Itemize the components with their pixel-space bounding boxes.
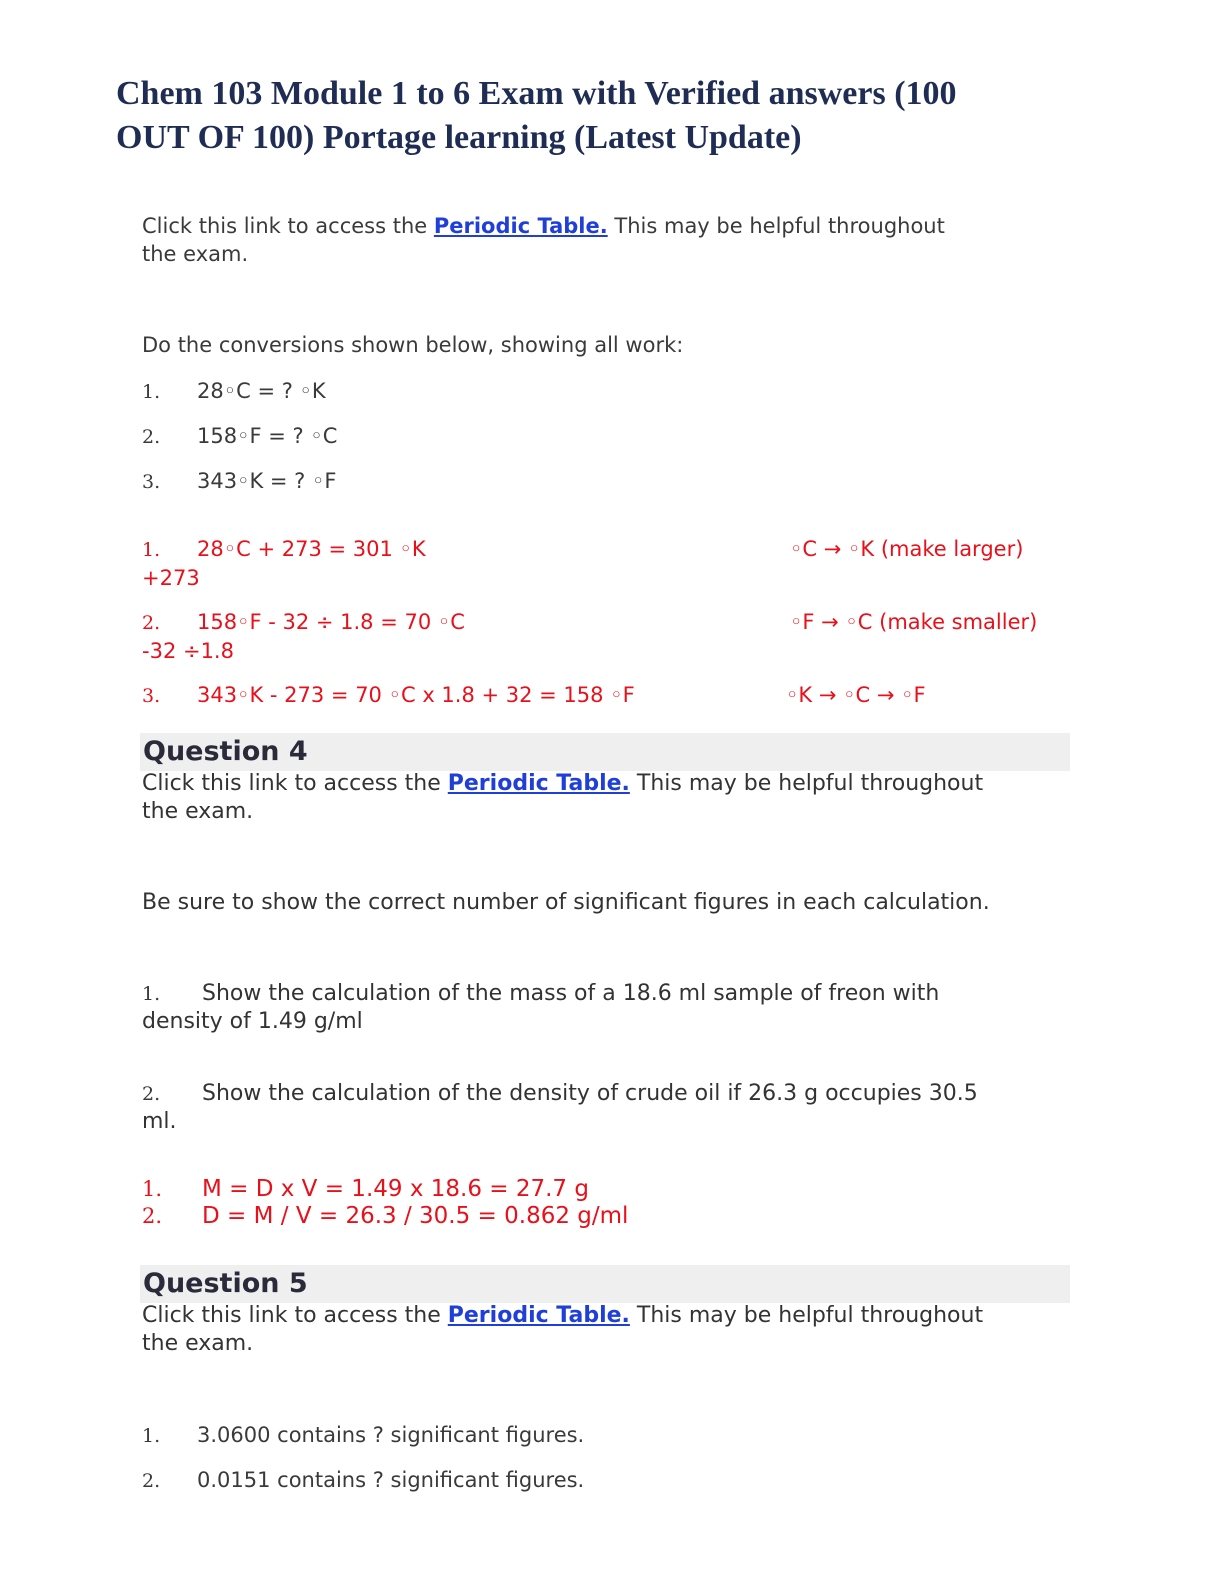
q5-intro-prefix: Click this link to access the (142, 1303, 448, 1328)
page-title-line1: Chem 103 Module 1 to 6 Exam with Verified answers (100 (116, 75, 957, 112)
question-number: 1. (142, 381, 161, 403)
answer-number: 2. (142, 1204, 163, 1228)
q4-item (142, 980, 939, 1036)
item-line2: density of 1.49 g/ml (142, 1009, 363, 1034)
conversions-instruction: Do the conversions shown below, showing all work: (142, 333, 684, 357)
periodic-intro (142, 212, 945, 268)
periodic-table-link[interactable]: Periodic Table. (447, 771, 630, 796)
answer-number: 3. (142, 685, 161, 707)
answer-text: D = M / V = 26.3 / 30.5 = 0.862 g/ml (202, 1203, 629, 1229)
conversion-answer (142, 535, 426, 592)
answer-note: ◦C → ◦K (make larger) (790, 537, 1024, 561)
answer-text: 28◦C + 273 = 301 ◦K (197, 537, 426, 561)
periodic-intro-prefix: Click this link to access the (142, 214, 434, 238)
answer-number: 2. (142, 612, 161, 634)
question-number: 3. (142, 471, 161, 493)
answer-text: M = D x V = 1.49 x 18.6 = 27.7 g (202, 1176, 589, 1202)
q4-intro-prefix: Click this link to access the (142, 771, 448, 796)
answer-number: 1. (142, 539, 161, 561)
q5-periodic-intro (142, 1302, 983, 1358)
q5-item (142, 1421, 584, 1450)
q4-instruction: Be sure to show the correct number of significant figures in each calculation. (142, 890, 990, 915)
question-text: 158◦F = ? ◦C (197, 424, 338, 448)
q4-periodic-intro (142, 770, 983, 826)
question-text: 343◦K = ? ◦F (197, 469, 337, 493)
item-line1: Show the calculation of the mass of a 18.6 ml sample of freon with (202, 981, 940, 1006)
periodic-table-link[interactable]: Periodic Table. (447, 1303, 630, 1328)
item-number: 2. (142, 1470, 161, 1492)
q4-item (142, 1080, 978, 1136)
periodic-intro-line2: the exam. (142, 242, 249, 266)
q4-answer (142, 1202, 628, 1230)
item-number: 1. (142, 983, 161, 1005)
q5-intro-suffix: This may be helpful throughout (629, 1303, 984, 1328)
item-number: 2. (142, 1083, 161, 1105)
q4-intro-suffix: This may be helpful throughout (629, 771, 984, 796)
periodic-table-link[interactable]: Periodic Table. (433, 214, 608, 238)
page-title (116, 72, 1096, 160)
conversion-question (142, 467, 336, 496)
item-line2: ml. (142, 1109, 177, 1134)
conversion-question (142, 422, 337, 451)
answer-continuation: +273 (142, 566, 200, 590)
conversion-answer (142, 681, 635, 710)
item-number: 1. (142, 1425, 161, 1447)
answer-number: 1. (142, 1177, 163, 1201)
question-number: 2. (142, 426, 161, 448)
item-line1: Show the calculation of the density of crude oil if 26.3 g occupies 30.5 (202, 1081, 978, 1106)
q5-item (142, 1466, 584, 1495)
answer-text: 343◦K - 273 = 70 ◦C x 1.8 + 32 = 158 ◦F (197, 683, 635, 707)
answer-note: ◦F → ◦C (make smaller) (790, 610, 1038, 634)
q4-intro-line2: the exam. (142, 799, 254, 824)
item-text: 3.0600 contains ? significant figures. (197, 1423, 585, 1447)
q4-answer (142, 1175, 589, 1203)
conversion-answer (142, 608, 465, 665)
answer-continuation: -32 ÷1.8 (142, 639, 234, 663)
answer-text: 158◦F - 32 ÷ 1.8 = 70 ◦C (197, 610, 465, 634)
page-title-line2: OUT OF 100) Portage learning (Latest Update) (116, 119, 802, 156)
question-5-heading: Question 5 (143, 1268, 308, 1299)
item-text: 0.0151 contains ? significant figures. (197, 1468, 585, 1492)
question-4-heading: Question 4 (143, 736, 308, 767)
q5-intro-line2: the exam. (142, 1331, 254, 1356)
periodic-intro-suffix: This may be helpful throughout (607, 214, 945, 238)
conversion-question (142, 377, 326, 406)
answer-note: ◦K → ◦C → ◦F (786, 683, 926, 707)
question-text: 28◦C = ? ◦K (197, 379, 326, 403)
